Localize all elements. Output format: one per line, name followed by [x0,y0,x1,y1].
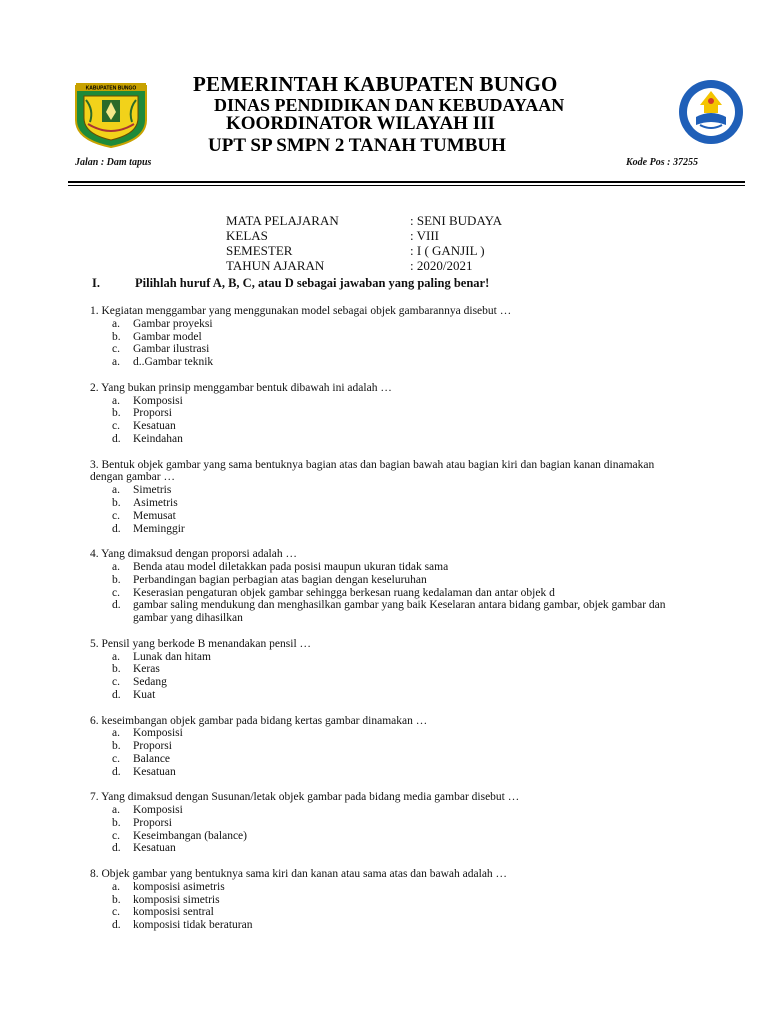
answer-option [90,599,690,625]
answer-option [90,830,690,843]
option-letter: c. [112,829,120,842]
section-number: I. [92,276,100,290]
option-letter: a. [112,727,120,740]
question-stem: 4. Yang dimaksud dengan proporsi adalah … [90,548,297,561]
info-value: : I ( GANJIL ) [410,243,485,258]
option-text: Perbandingan bagian perbagian atas bagian dengan keseluruhan [133,573,427,586]
option-letter: d. [112,842,121,855]
answer-option [90,561,690,574]
option-letter: c. [112,509,120,522]
option-letter: a. [112,484,120,497]
option-letter: d. [112,919,121,932]
option-text: Gambar model [133,330,202,343]
info-row-semester [226,243,502,258]
answer-option [90,523,690,536]
answer-option [90,727,690,740]
question-item [90,548,690,625]
option-letter: b. [112,893,121,906]
question-stem: 8. Objek gambar yang bentuknya sama kiri dan kanan atau sama atas dan bawah adalah … [90,868,508,881]
info-key: TAHUN AJARAN [226,258,325,273]
option-letter: c. [112,906,120,919]
question-stem: 5. Pensil yang berkode B menandakan pensil … [90,637,312,650]
crest-banner-text: KABUPATEN BUNGO [85,85,137,92]
option-text: Keindahan [133,432,183,445]
option-letter: c. [112,676,120,689]
option-text: Kuat [133,688,156,701]
answer-option [90,894,690,907]
answer-option [90,343,690,356]
option-text: Meminggir [133,522,185,535]
answer-option [90,356,690,369]
info-row-academic-year [226,258,502,273]
option-text: komposisi simetris [133,893,220,906]
option-letter: b. [112,816,121,829]
answer-option [90,407,690,420]
option-text: d..Gambar teknik [133,356,214,369]
option-letter: a. [112,317,120,330]
section-instruction [92,276,489,291]
header-line-3: KOORDINATOR WILAYAH III [226,113,495,134]
option-letter: d. [112,599,121,612]
answer-option [90,331,690,344]
info-value: : SENI BUDAYA [410,213,502,228]
option-letter: a. [112,650,120,663]
option-text: Keserasian pengaturan objek gambar sehingga berkesan ruang kedalaman dan antar objek d [133,586,555,599]
option-letter: c. [112,343,120,356]
info-key: KELAS [226,228,268,243]
answer-option [90,395,690,408]
option-letter: a. [112,560,120,573]
instruction-text: Pilihlah huruf A, B, C, atau D sebagai jawaban yang paling benar! [135,276,490,290]
question-item [90,868,690,932]
option-letter: d. [112,688,121,701]
question-stem: 6. keseimbangan objek gambar pada bidang kertas gambar dinamakan … [90,714,428,727]
question-item [90,638,690,702]
question-stem: 3. Bentuk objek gambar yang sama bentuknya bagian atas dan bagian bawah atau bagian kiri dan bagian kanan dinamakan dengan gambar … [90,458,655,484]
option-text: Kesatuan [133,842,176,855]
option-letter: b. [112,330,121,343]
answer-option [90,689,690,702]
option-letter: d. [112,432,121,445]
header-divider-thin [68,185,745,186]
option-text: Komposisi [133,804,183,817]
header-line-1: PEMERINTAH KABUPATEN BUNGO [193,72,558,96]
header-divider-thick [68,181,745,183]
answer-option [90,753,690,766]
answer-option [90,574,690,587]
question-item [90,791,690,855]
option-text: Sedang [133,676,167,689]
option-letter: b. [112,496,121,509]
answer-option [90,420,690,433]
answer-option [90,433,690,446]
question-list [90,305,690,945]
option-text: Gambar ilustrasi [133,343,210,356]
answer-option [90,817,690,830]
info-key: SEMESTER [226,243,293,258]
answer-option [90,587,690,600]
option-text: Kesatuan [133,765,176,778]
answer-option [90,842,690,855]
option-letter: b. [112,663,121,676]
option-text: komposisi asimetris [133,880,225,893]
option-text: Proporsi [133,407,172,420]
option-text: Simetris [133,484,172,497]
option-text: Memusat [133,509,176,522]
option-letter: b. [112,573,121,586]
option-text: Keras [133,663,160,676]
question-item [90,382,690,446]
option-text: komposisi tidak beraturan [133,919,253,932]
option-text: Keseimbangan (balance) [133,829,247,842]
answer-option [90,510,690,523]
header-line-2: DINAS PENDIDIKAN DAN KEBUDAYAAN [214,95,565,115]
option-text: Proporsi [133,816,172,829]
answer-option [90,919,690,932]
question-item [90,305,690,369]
info-value: : VIII [410,228,440,243]
option-letter: d. [112,522,121,535]
option-text: komposisi sentral [133,906,214,919]
answer-option [90,318,690,331]
option-text: gambar saling mendukung dan menghasilkan gambar yang baik Keselaran antara bidang gambar, objek gambar dan gambar yang dihasilkan [133,599,666,625]
option-text: Asimetris [133,496,178,509]
answer-option [90,881,690,894]
answer-option [90,497,690,510]
answer-option [90,906,690,919]
exam-info-table [226,213,502,273]
question-item [90,459,690,536]
option-text: Gambar proyeksi [133,317,213,330]
info-row-subject [226,213,502,228]
option-letter: a. [112,880,120,893]
question-stem: 2. Yang bukan prinsip menggambar bentuk dibawah ini adalah … [90,381,392,394]
option-letter: b. [112,740,121,753]
tut-wuri-handayani-logo-icon [678,79,744,145]
option-letter: c. [112,586,120,599]
option-text: Lunak dan hitam [133,650,211,663]
answer-option [90,766,690,779]
bungo-regency-crest-icon [72,80,150,148]
option-letter: c. [112,752,120,765]
info-value: : 2020/2021 [410,258,473,273]
info-row-class [226,228,502,243]
answer-option [90,651,690,664]
question-stem: 7. Yang dimaksud dengan Susunan/letak objek gambar pada bidang media gambar disebut … [90,791,520,804]
header-line-4: UPT SP SMPN 2 TANAH TUMBUH [208,135,506,156]
question-item [90,715,690,779]
answer-option [90,740,690,753]
option-text: Komposisi [133,727,183,740]
option-letter: c. [112,420,120,433]
answer-option [90,676,690,689]
info-key: MATA PELAJARAN [226,213,339,228]
option-letter: a. [112,394,120,407]
option-text: Balance [133,752,171,765]
option-letter: a. [112,804,120,817]
option-text: Komposisi [133,394,183,407]
address-postal-code: Kode Pos : 37255 [626,157,698,168]
option-letter: d. [112,765,121,778]
answer-option [90,804,690,817]
option-text: Benda atau model diletakkan pada posisi maupun ukuran tidak sama [133,560,449,573]
question-stem: 1. Kegiatan menggambar yang menggunakan model sebagai objek gambarannya disebut … [90,305,512,317]
option-text: Proporsi [133,740,172,753]
address-street: Jalan : Dam tapus [75,157,152,168]
answer-option [90,484,690,497]
answer-option [90,663,690,676]
option-letter: b. [112,407,121,420]
option-text: Kesatuan [133,420,176,433]
option-letter: a. [112,356,120,369]
